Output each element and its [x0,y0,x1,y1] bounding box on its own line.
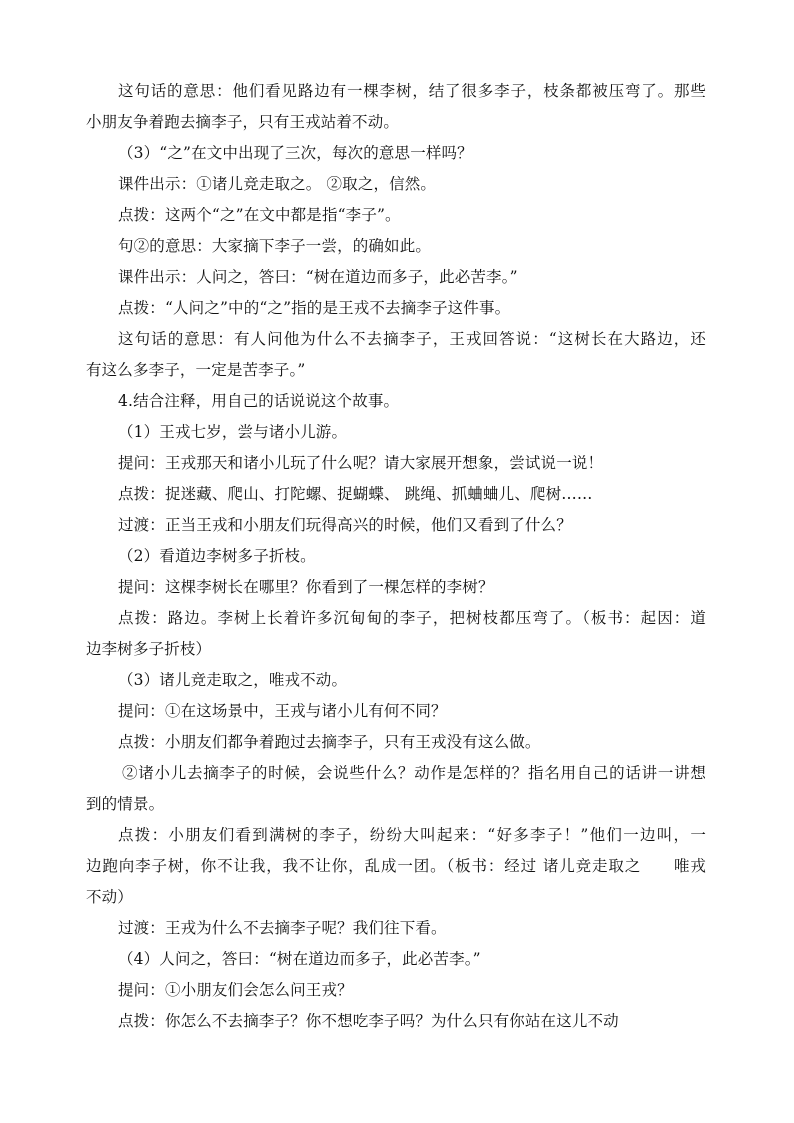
paragraph-line: 句②的意思：大家摘下李子一尝，的确如此。 [118,237,432,255]
paragraph-line: 点拨：你怎么不去摘李子？你不想吃李子吗？为什么只有你站在这儿不动 [118,1012,619,1030]
paragraph-line: 点拨：捉迷藏、爬山、打陀螺、捉蝴蝶、 跳绳、抓蛐蛐儿、爬树…… [118,485,593,503]
paragraph-line: 到的情景。 [86,795,165,813]
paragraph-line: 提问：这棵李树长在哪里？你看到了一棵怎样的李树？ [118,578,494,596]
subsection-heading: （3）诸儿竞走取之，唯戎不动。 [118,671,348,689]
paragraph-line: 提问：王戎那天和诸小儿玩了什么呢？请大家展开想象，尝试说一说！ [118,454,604,472]
paragraph-line: 提问：①在这场景中，王戎与诸小儿有何不同？ [118,702,447,720]
paragraph-line: 边李树多子折枝） [86,640,212,658]
paragraph-line: 过渡：正当王戎和小朋友们玩得高兴的时候，他们又看到了什么？ [118,516,572,534]
paragraph-line: （3）“之”在文中出现了三次，每次的意思一样吗？ [118,144,473,162]
paragraph-line: 不动） [86,888,133,906]
paragraph-line: 课件出示：人问之，答曰：“树在道边而多子，此必苦李。” [118,268,518,286]
paragraph-line: 有这么多李子，一定是苦李子。” [86,361,306,379]
paragraph-line: 点拨：小朋友们看到满树的李子，纷纷大叫起来：“好多李子！”他们一边叫，一 [118,826,706,844]
paragraph-line: 这句话的意思：他们看见路边有一棵李树，结了很多李子，枝条都被压弯了。那些 [118,82,706,100]
paragraph-line: 过渡：王戎为什么不去摘李子呢？我们往下看。 [118,919,447,937]
subsection-heading: （2）看道边李树多子折枝。 [118,547,316,565]
paragraph-line: 这句话的意思：有人问他为什么不去摘李子，王戎回答说：“这树长在大路边，还 [118,330,706,348]
paragraph-line: 点拨：这两个“之”在文中都是指“李子”。 [118,206,401,224]
subsection-heading: （1）王戎七岁，尝与诸小儿游。 [118,423,348,441]
paragraph-line: 课件出示：①诸儿竞走取之。 ②取之，信然。 [118,175,437,193]
subsection-heading: （4）人问之，答曰：“树在道边而多子，此必苦李。” [118,950,481,968]
paragraph-line: 点拨：路边。李树上长着许多沉甸甸的李子，把树枝都压弯了。（板书：起因：道 [118,609,706,627]
section-heading: 4.结合注释，用自己的话说说这个故事。 [118,392,400,410]
document-body [86,76,706,1037]
paragraph-line: 点拨：“人问之”中的“之”指的是王戎不去摘李子这件事。 [118,299,511,317]
paragraph-line: 边跑向李子树，你不让我，我不让你，乱成一团。（板书：经过 诸儿竞走取之 唯戎 [86,857,706,875]
paragraph-line: ②诸小儿去摘李子的时候，会说些什么？动作是怎样的？指名用自己的话讲一讲想 [122,764,706,782]
paragraph-line: 小朋友争着跑去摘李子，只有王戎站着不动。 [86,113,400,131]
paragraph-line: 提问：①小朋友们会怎么问王戎？ [118,981,353,999]
paragraph-line: 点拨：小朋友们都争着跑过去摘李子，只有王戎没有这么做。 [118,733,541,751]
